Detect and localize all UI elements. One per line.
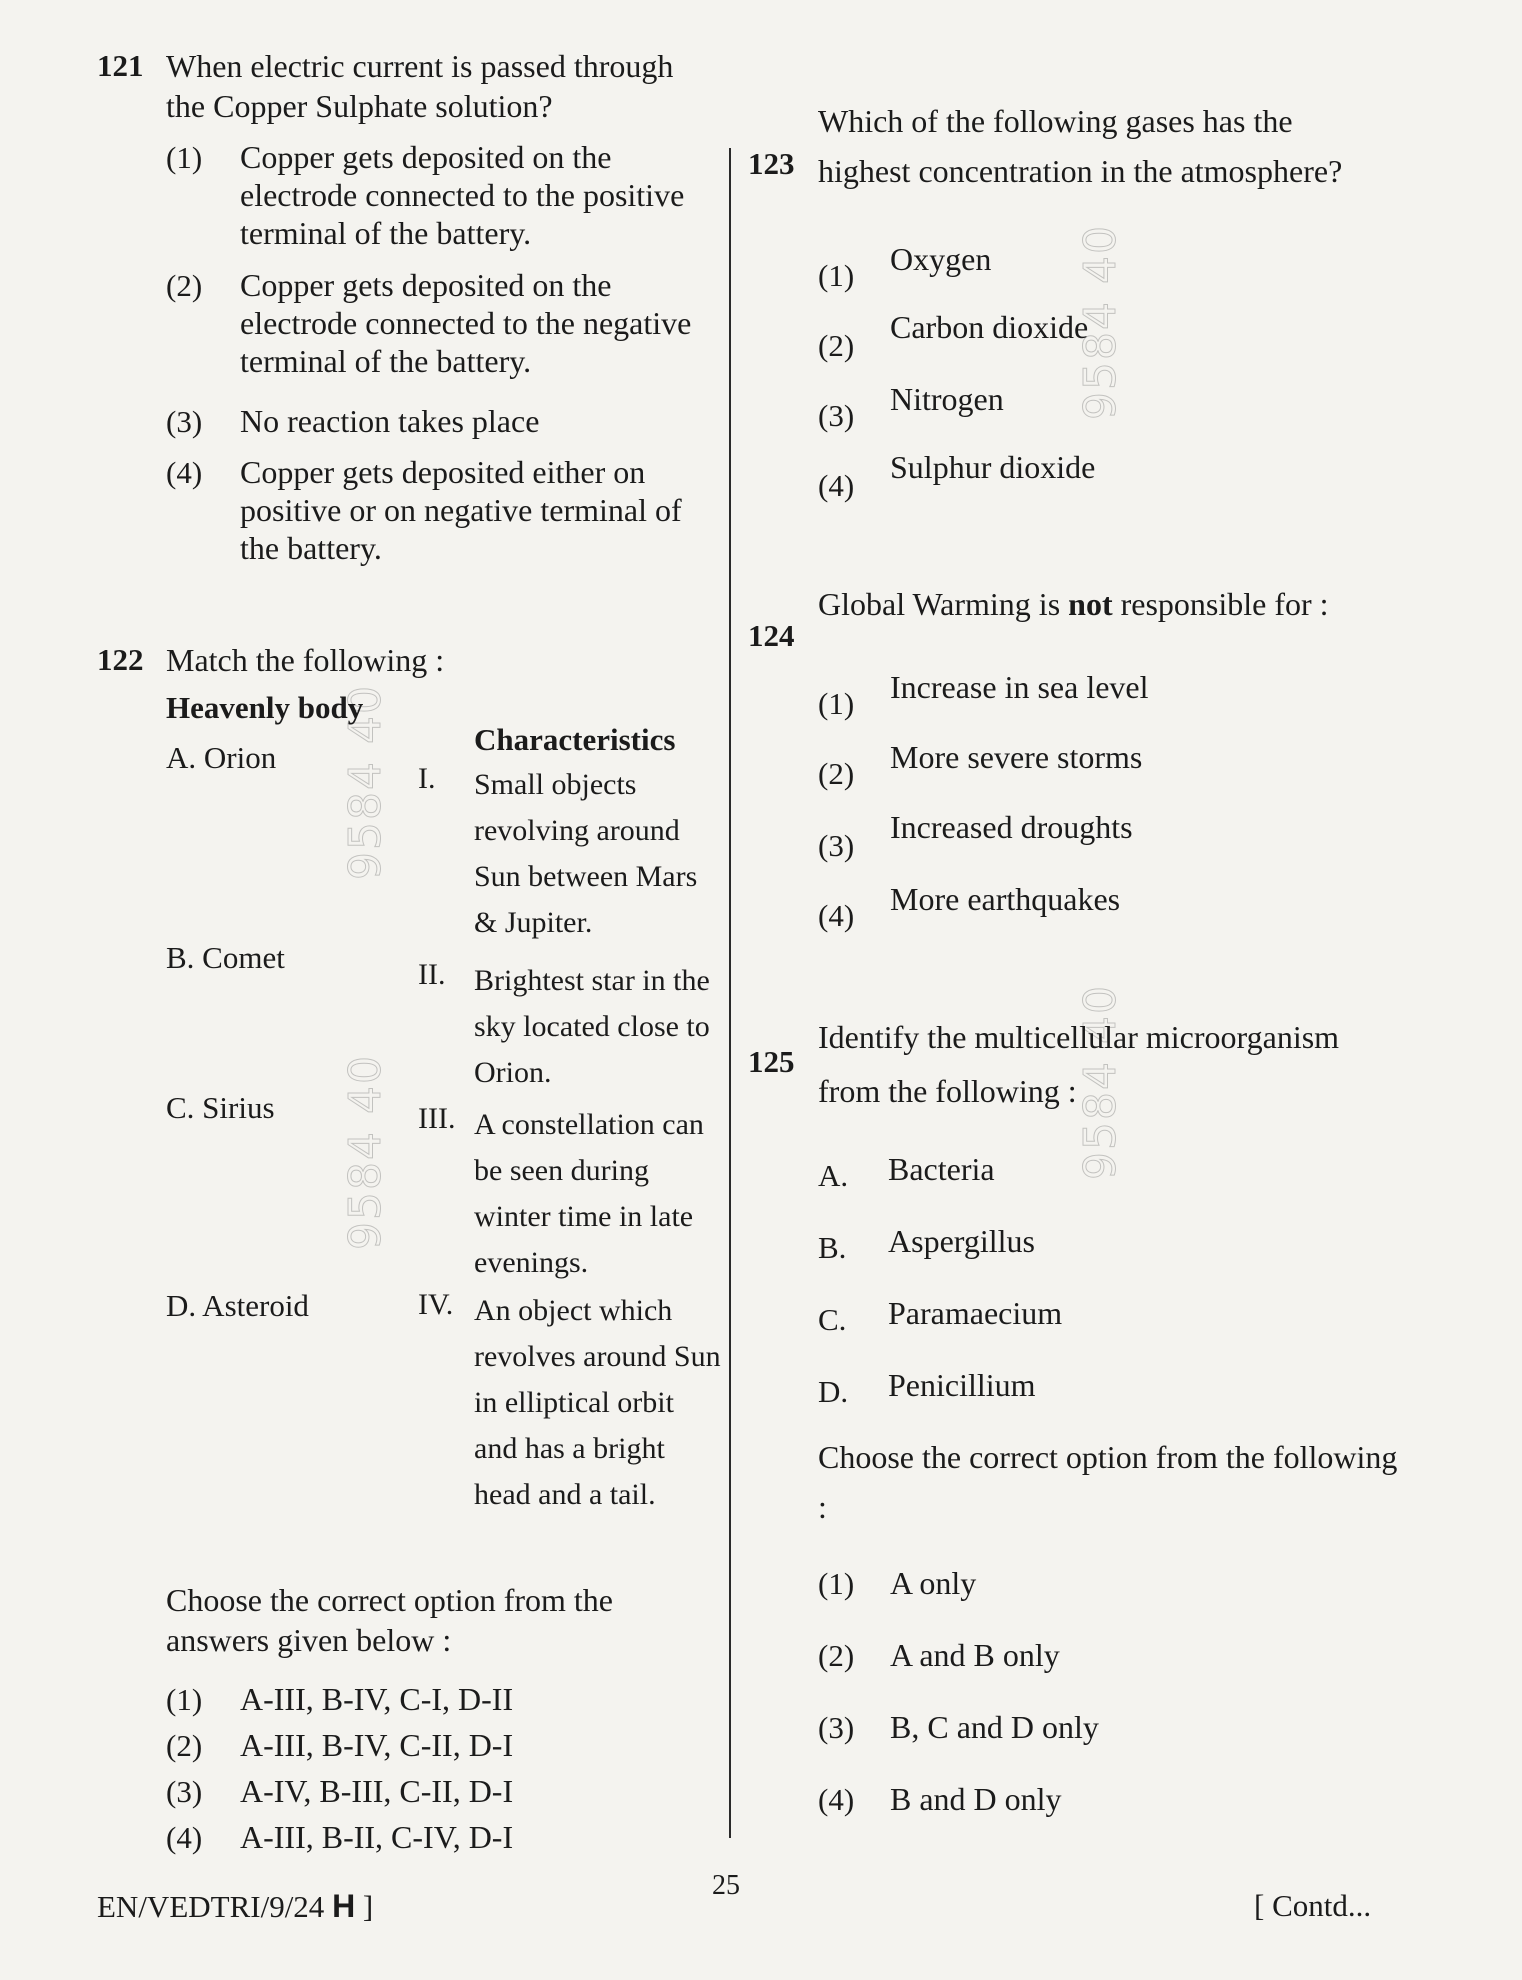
question-number: 122: [97, 642, 144, 677]
option-number: (1): [818, 686, 855, 721]
question-text: [818, 584, 1398, 624]
option-text: A-III, B-II, C-IV, D-I: [240, 1819, 514, 1855]
question-text: Which of the following gases has the highest concentration in the atmosphere?: [818, 103, 1343, 189]
option-number: (4): [818, 898, 855, 933]
set-letter: H: [332, 1888, 356, 1924]
item-text: Aspergillus: [888, 1223, 1035, 1259]
option-number: (4): [818, 1782, 855, 1817]
watermark: 9584 40: [1075, 984, 1126, 1180]
match-right-item: A constellation can be seen during winter time in late evenings.: [474, 1108, 704, 1279]
watermark: 9584 40: [340, 684, 391, 880]
question-text-part: responsible for :: [1112, 586, 1329, 622]
match-roman: II.: [418, 958, 446, 991]
match-right-item: Brightest star in the sky located close to Orion.: [474, 964, 710, 1089]
question-text: Identify the multicellular microorganism from the following :: [818, 1019, 1340, 1109]
question-number: 125: [748, 1044, 795, 1079]
option-text: Carbon dioxide: [890, 309, 1089, 345]
option-text: A-III, B-IV, C-I, D-II: [240, 1681, 514, 1717]
match-left-item: A. Orion: [166, 740, 277, 775]
footer-code: [97, 1888, 373, 1925]
match-roman: IV.: [418, 1288, 454, 1321]
match-roman: I.: [418, 762, 436, 795]
option-text: B and D only: [890, 1781, 1062, 1817]
option-text: Copper gets deposited on the electrode connected to the positive terminal of the battery.: [240, 139, 685, 251]
watermark: 9584 40: [1075, 224, 1126, 420]
question-text-emphasis: not: [1068, 586, 1113, 622]
item-text: Penicillium: [888, 1367, 1036, 1403]
option-text: A-III, B-IV, C-II, D-I: [240, 1727, 514, 1763]
choose-text: Choose the correct option from the following :: [818, 1439, 1398, 1525]
option-text: B, C and D only: [890, 1709, 1099, 1745]
question-text-part: Global Warming is: [818, 586, 1069, 622]
item-text: Bacteria: [888, 1151, 995, 1187]
option-number: (1): [166, 1682, 203, 1717]
option-number: (3): [818, 1710, 855, 1745]
option-number: (4): [818, 468, 855, 503]
footer-bracket: ]: [362, 1889, 374, 1924]
question-number: 121: [97, 48, 144, 83]
paper-code: EN/VEDTRI/9/24: [97, 1889, 325, 1924]
option-text: Oxygen: [890, 241, 992, 277]
column-divider: [729, 148, 731, 1838]
column-head-left: Heavenly body: [166, 690, 364, 725]
choose-text: Choose the correct option from the answers given below :: [166, 1582, 613, 1658]
contd-label: [ Contd...: [1254, 1888, 1372, 1923]
option-text: Increase in sea level: [890, 669, 1149, 705]
page-number: 25: [712, 1870, 740, 1901]
option-text: Sulphur dioxide: [890, 449, 1096, 485]
match-right-item: An object which revolves around Sun in elliptical orbit and has a bright head and a tail.: [474, 1294, 721, 1511]
option-number: (4): [166, 1820, 203, 1855]
match-left-item: C. Sirius: [166, 1090, 275, 1125]
option-number: (2): [166, 1728, 203, 1763]
option-number: (2): [166, 268, 203, 303]
item-letter: A.: [818, 1158, 849, 1193]
option-text: More severe storms: [890, 739, 1143, 775]
match-right-item: Small objects revolving around Sun between Mars & Jupiter.: [474, 768, 698, 939]
item-letter: C.: [818, 1302, 847, 1337]
option-text: A-IV, B-III, C-II, D-I: [240, 1773, 514, 1809]
item-letter: D.: [818, 1374, 849, 1409]
question-text: When electric current is passed through the Copper Sulphate solution?: [166, 48, 674, 124]
option-text: Nitrogen: [890, 381, 1004, 417]
watermark: 9584 40: [340, 1054, 391, 1250]
match-roman: III.: [418, 1102, 456, 1135]
option-number: (1): [818, 1566, 855, 1601]
option-text: Copper gets deposited either on positive or on negative terminal of the battery.: [240, 454, 682, 566]
option-number: (3): [166, 404, 203, 439]
option-text: A and B only: [890, 1637, 1060, 1673]
option-number: (1): [166, 140, 203, 175]
item-letter: B.: [818, 1230, 847, 1265]
option-text: A only: [890, 1565, 977, 1601]
match-left-item: D. Asteroid: [166, 1288, 309, 1323]
option-number: (4): [166, 455, 203, 490]
option-text: No reaction takes place: [240, 403, 540, 439]
option-number: (2): [818, 756, 855, 791]
question-text: Match the following :: [166, 642, 445, 678]
item-text: Paramaecium: [888, 1295, 1063, 1331]
option-number: (3): [166, 1774, 203, 1809]
question-number: 123: [748, 146, 795, 181]
option-number: (2): [818, 1638, 855, 1673]
option-text: Increased droughts: [890, 809, 1133, 845]
option-text: Copper gets deposited on the electrode connected to the negative terminal of the battery.: [240, 267, 692, 379]
option-number: (3): [818, 398, 855, 433]
option-number: (3): [818, 828, 855, 863]
question-number: 124: [748, 618, 795, 653]
option-number: (1): [818, 258, 855, 293]
match-left-item: B. Comet: [166, 940, 285, 975]
option-number: (2): [818, 328, 855, 363]
option-text: More earthquakes: [890, 881, 1121, 917]
column-head-right: Characteristics: [474, 722, 676, 757]
